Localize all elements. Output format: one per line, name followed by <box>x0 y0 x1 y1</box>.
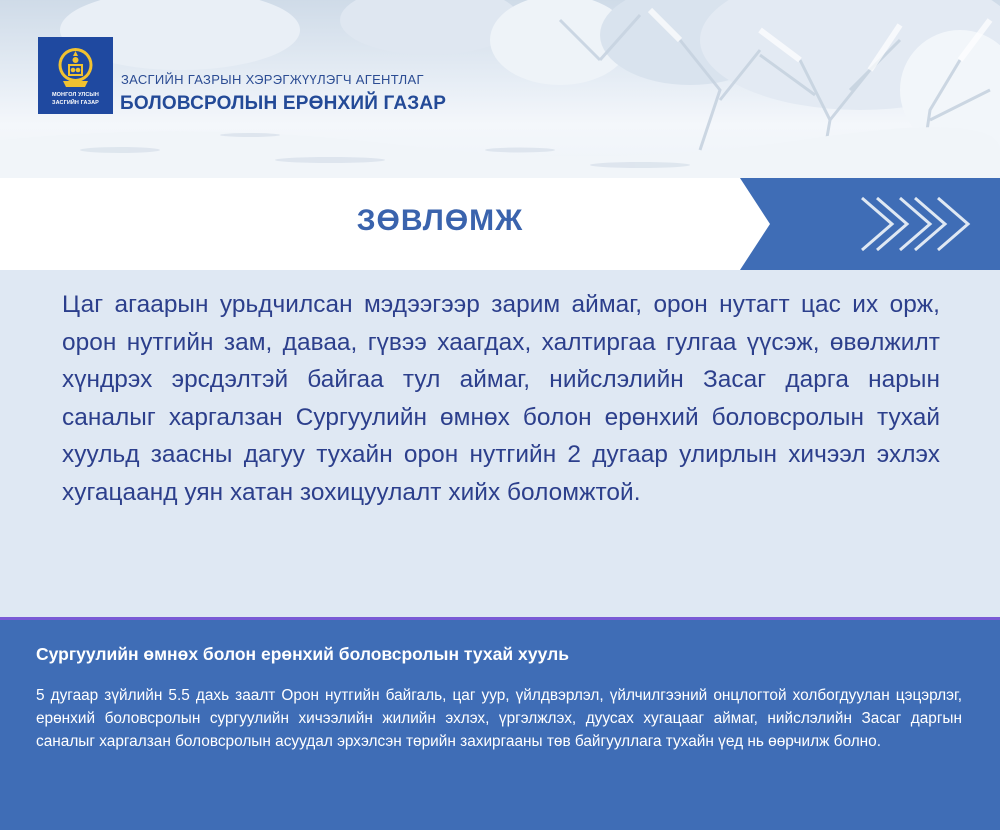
law-title: Сургуулийн өмнөх болон ерөнхий боловсролын тухай хууль <box>36 644 569 664</box>
header-photo <box>0 0 1000 178</box>
agency-subtitle: ЗАСГИЙН ГАЗРЫН ХЭРЭГЖҮҮЛЭГЧ АГЕНТЛАГ <box>121 72 424 87</box>
government-logo <box>38 37 113 114</box>
advice-paragraph: Цаг агаарын урьдчилсан мэдээгээр зарим аймаг, орон нутагт цас их орж, орон нутгийн зам, даваа, гүвээ хаагдах, халтиргаа гулгаа үүсэж, өвөлжилт хүндрэх эрсдэлтэй байгаа тул аймаг, нийслэлийн Засаг дарга нарын саналыг харгалзан Сургуулийн өмнөх болон ерөнхий боловсролын тухай хуульд заасны дагуу тухайн орон нутгийн 2 дугаар улирлын хичээл эхлэх хугацаанд уян хатан зохицуулалт хийх боломжтой. <box>62 291 940 506</box>
agency-name: БОЛОВСРОЛЫН ЕРӨНХИЙ ГАЗАР <box>120 93 447 114</box>
law-excerpt-box <box>0 617 1000 830</box>
logo-caption-line2: ЗАСГИЙН ГАЗАР <box>52 100 99 106</box>
snow-landscape-image <box>0 0 1000 178</box>
logo-caption-line1: МОНГОЛ УЛСЫН <box>51 92 99 98</box>
law-text: 5 дугаар зүйлийн 5.5 дахь заалт Орон нутгийн байгаль, цаг уур, үйлдвэрлэл, үйлчилгээний онцлогтой холбогдуулан цэцэрлэг, ерөнхий боловсролын сургуулийн хичээлийн жилийн эхлэх, үргэлжлэх, дуусах хугацааг аймаг, нийслэлийн Засаг даргын саналыг харгалзан боловсролын асуудал эрхэлсэн төрийн захиргааны төв байгууллага тухайн үед нь өөрчилж болно. <box>36 687 962 751</box>
soyombo-emblem-icon <box>57 43 94 91</box>
page-title: ЗӨВЛӨМЖ <box>356 204 524 237</box>
